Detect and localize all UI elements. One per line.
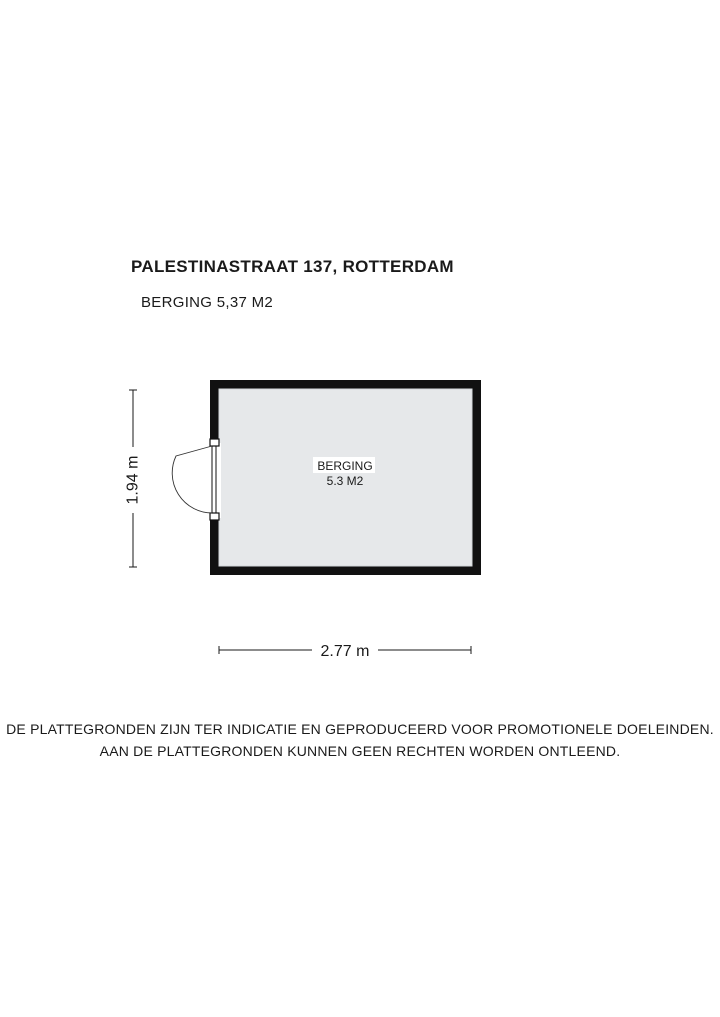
disclaimer-line-1: DE PLATTEGRONDEN ZIJN TER INDICATIE EN GEPRODUCEERD VOOR PROMOTIONELE DOELEINDEN. — [6, 721, 714, 737]
height-dimension-label: 1.94 m — [124, 455, 142, 505]
door-jamb-top — [210, 439, 219, 446]
width-dimension-label: 2.77 m — [320, 643, 370, 660]
disclaimer — [0, 718, 720, 762]
door-swing-arc — [172, 446, 212, 513]
disclaimer-line-2: AAN DE PLATTEGRONDEN KUNNEN GEEN RECHTEN WORDEN ONTLEEND. — [99, 743, 621, 759]
door-opening — [209, 443, 221, 518]
room-name: BERGING — [317, 459, 373, 473]
page-title: PALESTINASTRAAT 137, ROTTERDAM — [131, 257, 454, 276]
page-subtitle: BERGING 5,37 M2 — [141, 294, 274, 311]
door-jamb-bottom — [210, 513, 219, 520]
room-area: 5.3 M2 — [326, 474, 364, 488]
